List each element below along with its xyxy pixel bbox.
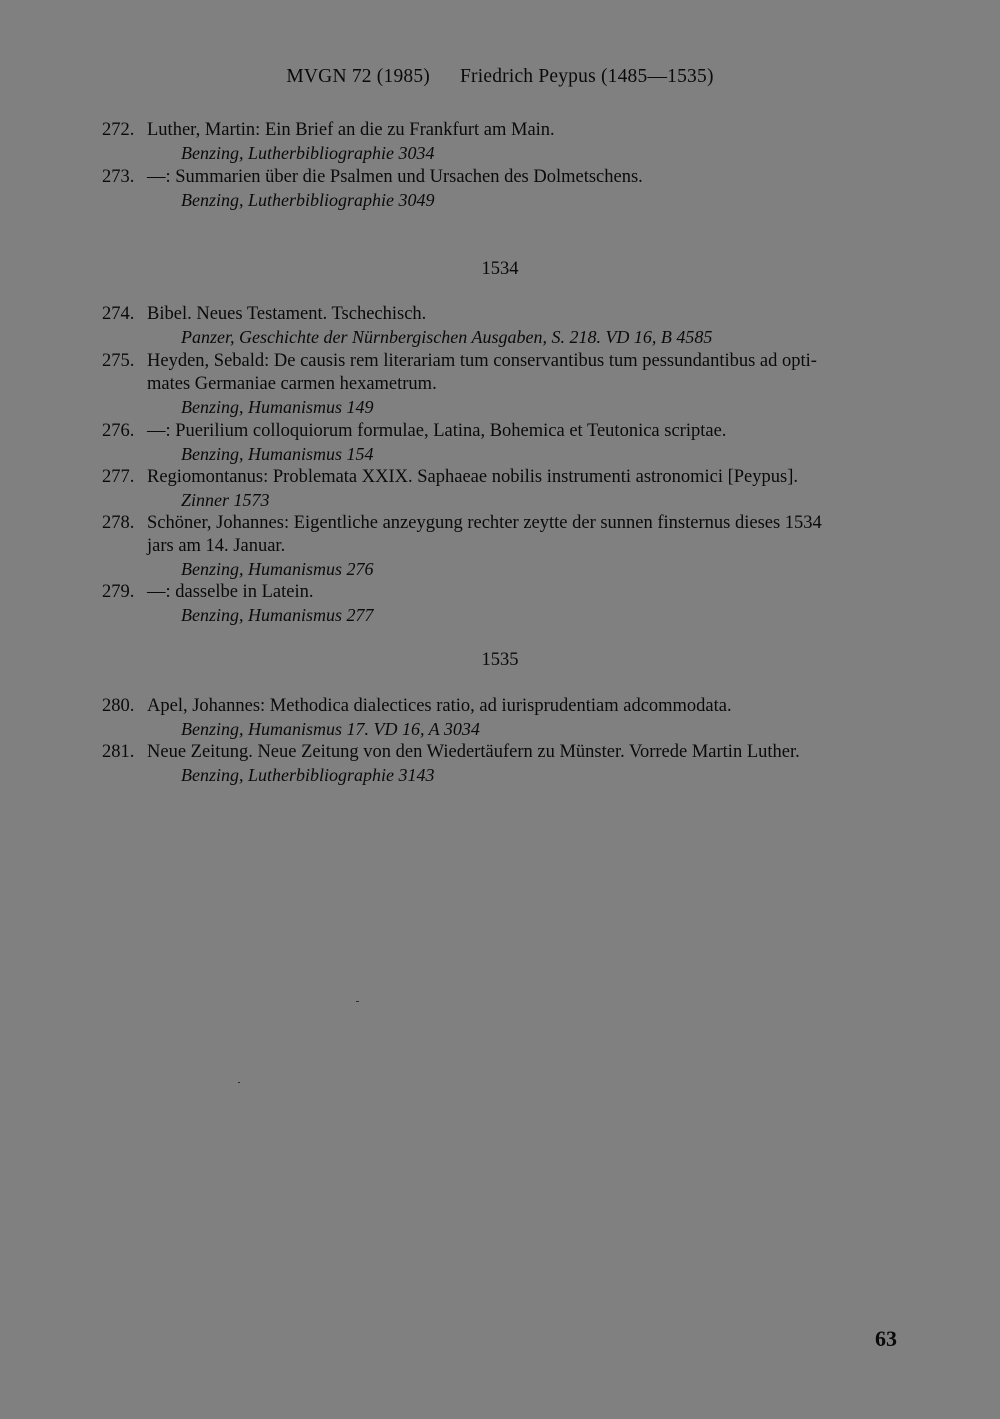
entry-text-line: —: Puerilium colloquiorum formulae, Latina, Bohemica et Teutonica scriptae. [147, 421, 727, 441]
entry-number: 273. [102, 167, 135, 187]
entry-text-line: Luther, Martin: Ein Brief an die zu Frankfurt am Main. [147, 120, 555, 140]
running-header [0, 66, 1000, 88]
entry-reference: Benzing, Humanismus 149 [181, 397, 374, 417]
entry-number: 276. [102, 421, 135, 441]
entry-text-line: mates Germaniae carmen hexametrum. [147, 374, 437, 394]
page-number: 63 [875, 1326, 897, 1351]
entry-number: 277. [102, 467, 135, 487]
entry-reference: Benzing, Humanismus 277 [181, 605, 374, 625]
article-title: Friedrich Peypus (1485—1535) [459, 66, 714, 87]
entry-reference: Benzing, Lutherbibliographie 3034 [181, 143, 435, 163]
entry-reference: Panzer, Geschichte der Nürnbergischen Ausgaben, S. 218. VD 16, B 4585 [181, 327, 713, 347]
entry-text-line: jars am 14. Januar. [147, 536, 286, 556]
scan-speck [356, 1001, 359, 1002]
entry-reference: Benzing, Humanismus 17. VD 16, A 3034 [181, 719, 480, 739]
journal-citation: MVGN 72 (1985) [286, 66, 430, 87]
entry-text-line: Regiomontanus: Problemata XXIX. Saphaeae nobilis instrumenti astronomici [Peypus]. [147, 467, 798, 487]
entry-reference: Benzing, Lutherbibliographie 3049 [181, 190, 435, 210]
year-heading: 1535 [481, 650, 519, 670]
entry-number: 278. [102, 513, 135, 533]
entry-text-line: Apel, Johannes: Methodica dialectices ratio, ad iurisprudentiam adcommodata. [147, 696, 732, 716]
entry-reference: Benzing, Lutherbibliographie 3143 [181, 765, 435, 785]
entry-reference: Benzing, Humanismus 154 [181, 444, 374, 464]
entry-reference: Zinner 1573 [181, 490, 270, 510]
entry-text-line: Bibel. Neues Testament. Tschechisch. [147, 304, 427, 324]
entry-number: 279. [102, 582, 135, 602]
entry-text-line: Heyden, Sebald: De causis rem literariam tum conservantibus tum pessundantibus ad opti- [147, 351, 817, 371]
scan-speck [238, 1082, 240, 1083]
entry-number: 280. [102, 696, 135, 716]
entry-number: 281. [102, 742, 135, 762]
entry-text-line: Neue Zeitung. Neue Zeitung von den Wiedertäufern zu Münster. Vorrede Martin Luther. [147, 742, 800, 762]
entry-reference: Benzing, Humanismus 276 [181, 559, 374, 579]
entry-text-line: —: dasselbe in Latein. [147, 582, 314, 602]
entry-number: 272. [102, 120, 135, 140]
entry-number: 274. [102, 304, 135, 324]
entry-text-line: —: Summarien über die Psalmen und Ursachen des Dolmetschens. [147, 167, 643, 187]
entry-number: 275. [102, 351, 135, 371]
entry-text-line: Schöner, Johannes: Eigentliche anzeygung rechter zeytte der sunnen finsternus dieses 1534 [147, 513, 822, 533]
year-heading: 1534 [481, 259, 519, 279]
